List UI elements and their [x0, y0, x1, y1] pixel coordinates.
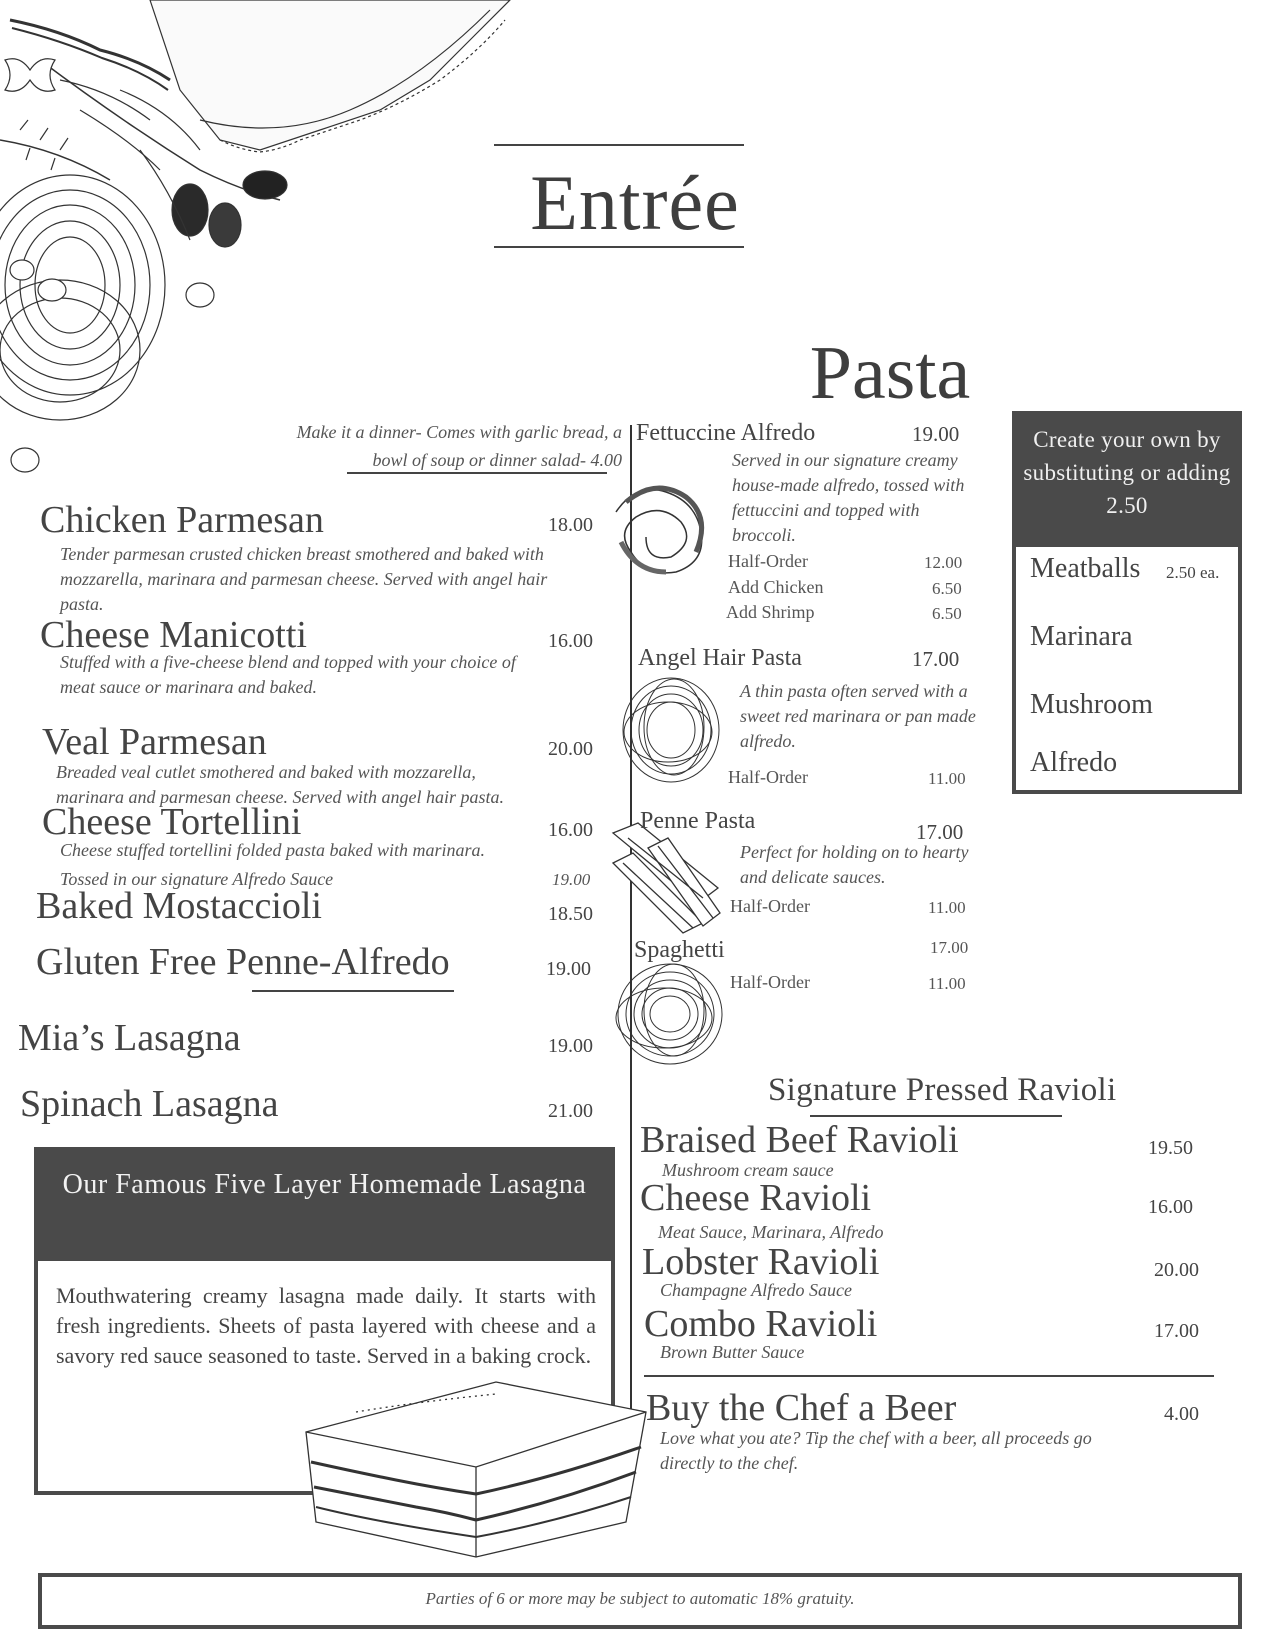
- entree-name: Cheese Manicotti: [40, 614, 307, 656]
- ravioli-title-underline: [810, 1115, 1062, 1117]
- pasta-description: A thin pasta often served with a sweet red marinara or pan made alfredo.: [740, 681, 976, 751]
- pasta-price: 17.00: [916, 820, 964, 844]
- dinner-note: [270, 418, 622, 474]
- pasta-extra-price: 11.00: [928, 974, 966, 993]
- create-your-own-box: [1012, 411, 1242, 794]
- ravioli-description: Mushroom cream sauce: [662, 1160, 834, 1180]
- ravioli-description: Meat Sauce, Marinara, Alfredo: [658, 1222, 884, 1242]
- ravioli-price: 17.00: [1154, 1320, 1199, 1342]
- entree-price: 18.50: [548, 903, 593, 925]
- entree-price: 16.00: [548, 630, 593, 652]
- lasagna-feature-description: Mouthwatering creamy lasagna made daily. It starts with fresh ingredients. Sheets of pasta layered with cheese and a savory red sauce seasoned to taste. Served in a baking crock.: [56, 1283, 596, 1368]
- beer-name: Buy the Chef a Beer: [646, 1387, 957, 1429]
- pasta-name: Angel Hair Pasta: [638, 645, 802, 671]
- entree-description: Cheese stuffed tortellini folded pasta baked with marinara.: [60, 840, 485, 860]
- pasta-extra-price: 6.50: [932, 579, 962, 598]
- gluten-free-underline: [252, 990, 454, 992]
- dinner-note-line1: Make it a dinner- Comes with garlic bread, a: [296, 422, 622, 442]
- pasta-name: Penne Pasta: [640, 808, 756, 834]
- pasta-extra-label: Half-Order: [728, 767, 808, 787]
- ravioli-name: Combo Ravioli: [644, 1303, 878, 1345]
- pasta-extra-label: Half-Order: [730, 972, 810, 992]
- pasta-extra-label: Half-Order: [730, 896, 810, 916]
- ravioli-name: Cheese Ravioli: [640, 1177, 872, 1219]
- pasta-name: Fettuccine Alfredo: [636, 420, 816, 446]
- entree-price: 20.00: [548, 738, 593, 760]
- entree-price: 19.00: [548, 1035, 593, 1057]
- pasta-extra-label: Add Shrimp: [726, 602, 815, 622]
- entree-name: Gluten Free Penne-Alfredo: [36, 941, 450, 983]
- spaghetti-illustration: [614, 958, 726, 1070]
- pasta-description: Served in our signature creamy house-made alfredo, tossed with fettuccini and topped with broccoli.: [732, 450, 965, 545]
- pasta-price: 17.00: [912, 647, 960, 671]
- pasta-extra-label: Add Chicken: [728, 577, 824, 597]
- ravioli-description: Champagne Alfredo Sauce: [660, 1280, 852, 1300]
- create-item-marinara: Marinara: [1030, 621, 1133, 652]
- title-top-rule: [494, 144, 744, 146]
- entree-option-price: 19.00: [552, 870, 591, 889]
- gratuity-notice-box: [38, 1573, 1242, 1629]
- pasta-extra-price: 12.00: [924, 553, 963, 572]
- ravioli-price: 19.50: [1148, 1137, 1193, 1159]
- ravioli-description: Brown Butter Sauce: [660, 1342, 805, 1362]
- gratuity-notice: Parties of 6 or more may be subject to automatic 18% gratuity.: [425, 1589, 855, 1608]
- entree-price: 21.00: [548, 1100, 593, 1122]
- pasta-description: Perfect for holding on to hearty and delicate sauces.: [740, 842, 969, 887]
- lasagna-slice-illustration: [296, 1372, 656, 1562]
- entree-name: Veal Parmesan: [42, 721, 267, 763]
- entree-description: Stuffed with a five-cheese blend and topped with your choice of meat sauce or marinara and baked.: [60, 652, 516, 697]
- entree-description: Breaded veal cutlet smothered and baked with mozzarella, marinara and parmesan cheese. Served with angel hair pasta.: [56, 762, 504, 807]
- entree-price: 16.00: [548, 819, 593, 841]
- entree-name: Spinach Lasagna: [20, 1083, 279, 1125]
- dinner-note-line2: bowl of soup or dinner salad- 4.00: [372, 450, 622, 470]
- pasta-extra-price: 6.50: [932, 604, 962, 623]
- pasta-price: 19.00: [912, 422, 960, 446]
- create-item-meatballs: Meatballs: [1030, 553, 1141, 584]
- ravioli-price: 16.00: [1148, 1196, 1193, 1218]
- pasta-extra-price: 11.00: [928, 769, 966, 788]
- pasta-section-title: Pasta: [809, 331, 971, 415]
- entree-description: Tender parmesan crusted chicken breast smothered and baked with mozzarella, marinara and parmesan cheese. Served with angel hair pasta.: [60, 544, 548, 614]
- ravioli-name: Braised Beef Ravioli: [640, 1119, 959, 1161]
- entree-name: Cheese Tortellini: [42, 801, 302, 843]
- entree-option: Tossed in our signature Alfredo Sauce: [60, 869, 334, 889]
- title-bottom-rule: [494, 246, 744, 248]
- fettuccine-illustration: [606, 472, 716, 582]
- pasta-name: Spaghetti: [634, 937, 725, 963]
- ravioli-name: Lobster Ravioli: [642, 1241, 880, 1283]
- entree-name: Baked Mostaccioli: [36, 885, 322, 927]
- ravioli-section-title: Signature Pressed Ravioli: [768, 1072, 1117, 1108]
- lasagna-feature-title: Our Famous Five Layer Homemade Lasagna: [38, 1151, 611, 1261]
- beer-divider: [644, 1375, 1214, 1377]
- beer-price: 4.00: [1164, 1403, 1199, 1425]
- pasta-price: 17.00: [930, 938, 969, 957]
- dinner-note-rule: [347, 472, 607, 474]
- angel-hair-illustration: [618, 672, 724, 787]
- pasta-extra-price: 11.00: [928, 898, 966, 917]
- pasta-extra-label: Half-Order: [728, 551, 808, 571]
- entree-price: 18.00: [548, 514, 593, 536]
- create-your-own-title: Create your own by substituting or adding 2.50: [1016, 415, 1238, 547]
- page-title: Entrée: [530, 159, 740, 246]
- create-item-meatballs-price: 2.50 ea.: [1166, 563, 1220, 582]
- create-item-mushroom: Mushroom: [1030, 689, 1153, 720]
- create-item-alfredo: Alfredo: [1030, 747, 1118, 778]
- entree-price: 19.00: [546, 958, 591, 980]
- entree-name: Mia’s Lasagna: [18, 1017, 241, 1059]
- penne-illustration: [608, 818, 726, 936]
- ravioli-price: 20.00: [1154, 1259, 1199, 1281]
- beer-description: Love what you ate? Tip the chef with a beer, all proceeds go directly to the chef.: [660, 1428, 1092, 1473]
- entree-name: Chicken Parmesan: [40, 499, 324, 541]
